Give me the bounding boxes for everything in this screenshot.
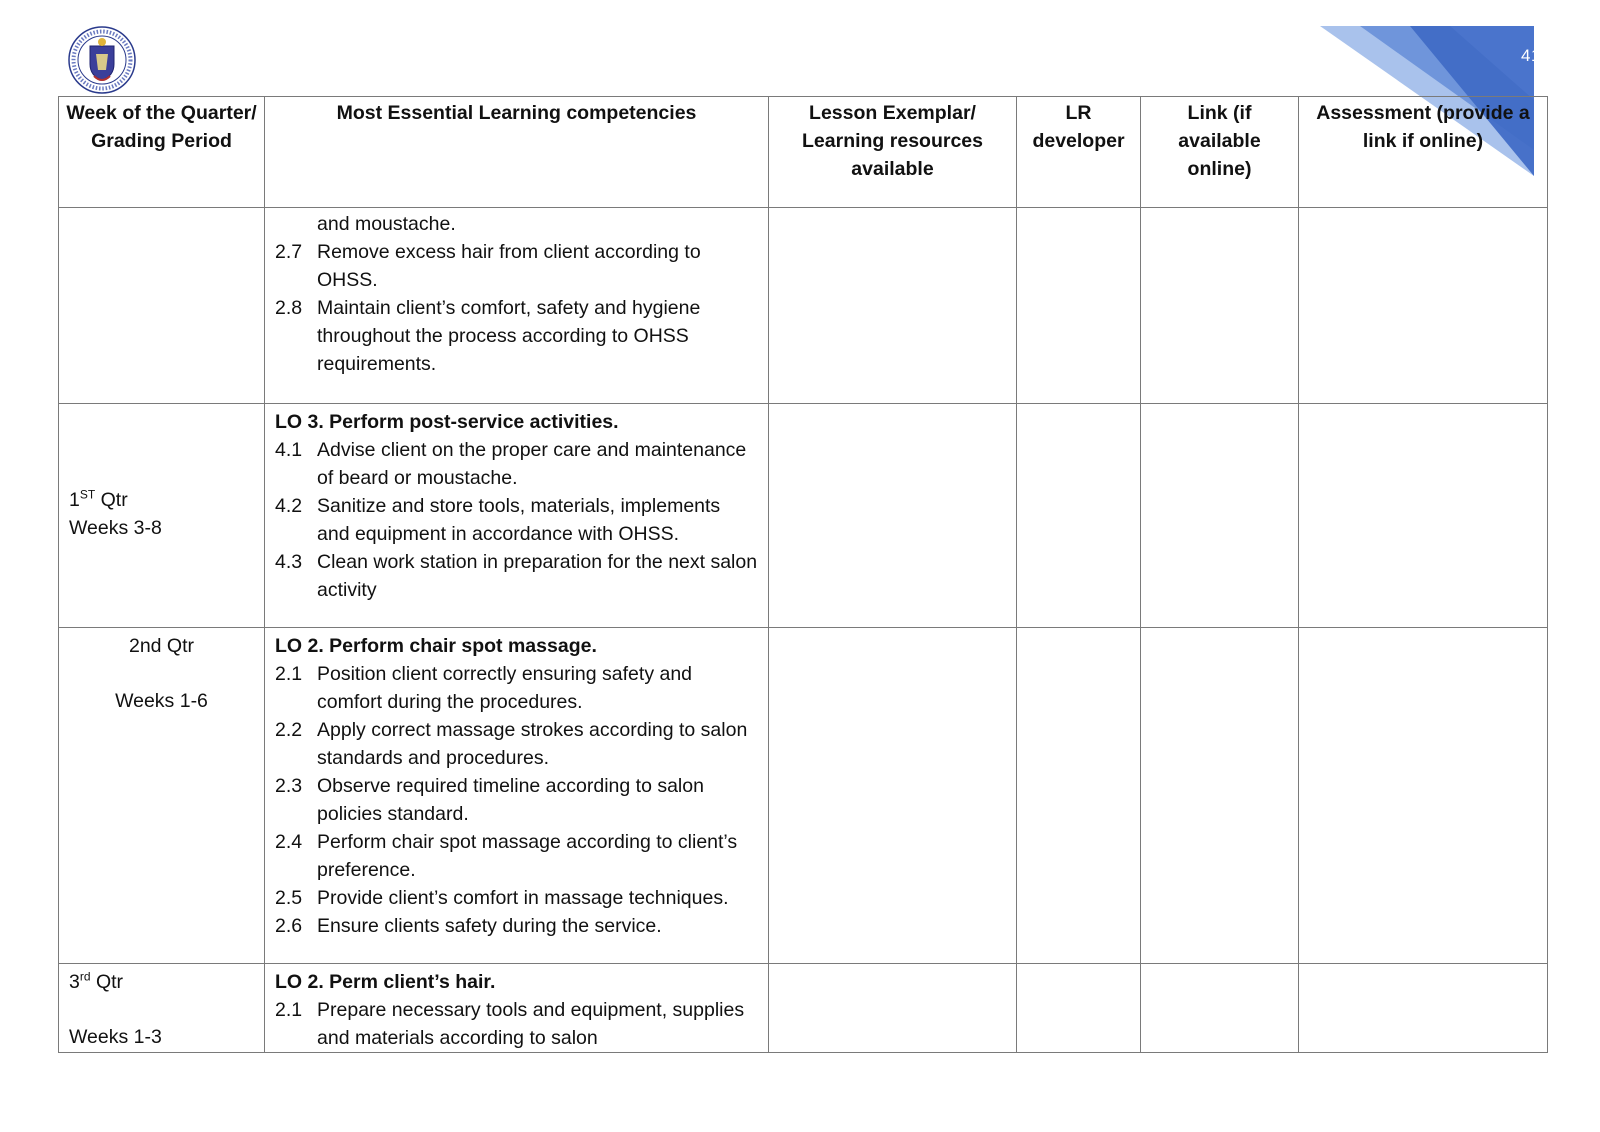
lesson-cell: [769, 404, 1017, 628]
list-item: 2.6 Ensure clients safety during the service.: [275, 915, 662, 937]
developer-cell: [1017, 208, 1141, 404]
link-cell: [1141, 964, 1299, 1053]
list-item: 4.2 Sanitize and store tools, materials, implements and equipment in accordance with OHSS.: [275, 495, 721, 545]
list-item: 4.1 Advise client on the proper care and maintenance of beard or moustache.: [275, 439, 747, 489]
list-item: 2.1 Position client correctly ensuring safety and comfort during the procedures.: [275, 663, 693, 713]
competencies-cell: [265, 404, 769, 628]
header-week: Week of the Quarter/ Grading Period: [59, 97, 265, 208]
week-range: Weeks 3-8: [69, 517, 162, 539]
header-link: Link (if available online): [1141, 97, 1299, 208]
competencies-cell: [265, 208, 769, 404]
week-range: Weeks 1-6: [115, 690, 208, 712]
lo-title: LO 3. Perform post-service activities.: [275, 411, 619, 433]
link-cell: [1141, 628, 1299, 964]
week-cell: [59, 404, 265, 628]
week-cell: [59, 208, 265, 404]
lo-title: LO 2. Perform chair spot massage.: [275, 635, 597, 657]
header-lr-developer: LR developer: [1017, 97, 1141, 208]
developer-cell: [1017, 964, 1141, 1053]
link-cell: [1141, 404, 1299, 628]
assessment-cell: [1299, 964, 1548, 1053]
competencies-cell: [265, 964, 769, 1053]
link-cell: [1141, 208, 1299, 404]
list-item: 2.1 Prepare necessary tools and equipment, supplies and materials according to salon: [275, 999, 745, 1049]
competencies-cell: [265, 628, 769, 964]
deped-seal-icon: [68, 26, 136, 94]
week-quarter: 1ST Qtr: [69, 487, 128, 511]
continuation-text: and moustache.: [317, 213, 456, 235]
lesson-cell: [769, 208, 1017, 404]
table-row: [59, 628, 1548, 964]
list-item: 2.5 Provide client’s comfort in massage techniques.: [275, 887, 729, 909]
header-lesson-exemplar: Lesson Exemplar/ Learning resources available: [769, 97, 1017, 208]
developer-cell: [1017, 628, 1141, 964]
week-cell: [59, 628, 265, 964]
header-assessment: Assessment (provide a link if online): [1299, 97, 1548, 208]
table-row: [59, 404, 1548, 628]
header-competencies: Most Essential Learning competencies: [265, 97, 769, 208]
page-number: 419: [1521, 46, 1551, 65]
week-quarter: 3rd Qtr: [69, 969, 124, 993]
list-item: 2.4 Perform chair spot massage according to client’s preference.: [275, 831, 738, 881]
list-item: 2.3 Observe required timeline according to salon policies standard.: [275, 775, 704, 825]
table-row: [59, 964, 1548, 1053]
week-quarter: 2nd Qtr: [128, 635, 195, 657]
developer-cell: [1017, 404, 1141, 628]
list-item: 4.3 Clean work station in preparation for the next salon activity: [275, 551, 758, 601]
list-item: 2.8 Maintain client’s comfort, safety and hygiene throughout the process according to OHSS requirements.: [275, 297, 701, 375]
week-range: Weeks 1-3: [69, 1026, 162, 1048]
list-item: 2.7 Remove excess hair from client according to OHSS.: [275, 241, 701, 291]
week-cell: [59, 964, 265, 1053]
table-header-row: [59, 97, 1548, 208]
assessment-cell: [1299, 628, 1548, 964]
lesson-cell: [769, 964, 1017, 1053]
lesson-cell: [769, 628, 1017, 964]
mel-table: [58, 96, 1548, 1053]
assessment-cell: [1299, 404, 1548, 628]
assessment-cell: [1299, 208, 1548, 404]
lo-title: LO 2. Perm client’s hair.: [275, 971, 496, 993]
list-item: 2.2 Apply correct massage strokes according to salon standards and procedures.: [275, 719, 748, 769]
table-row: [59, 208, 1548, 404]
